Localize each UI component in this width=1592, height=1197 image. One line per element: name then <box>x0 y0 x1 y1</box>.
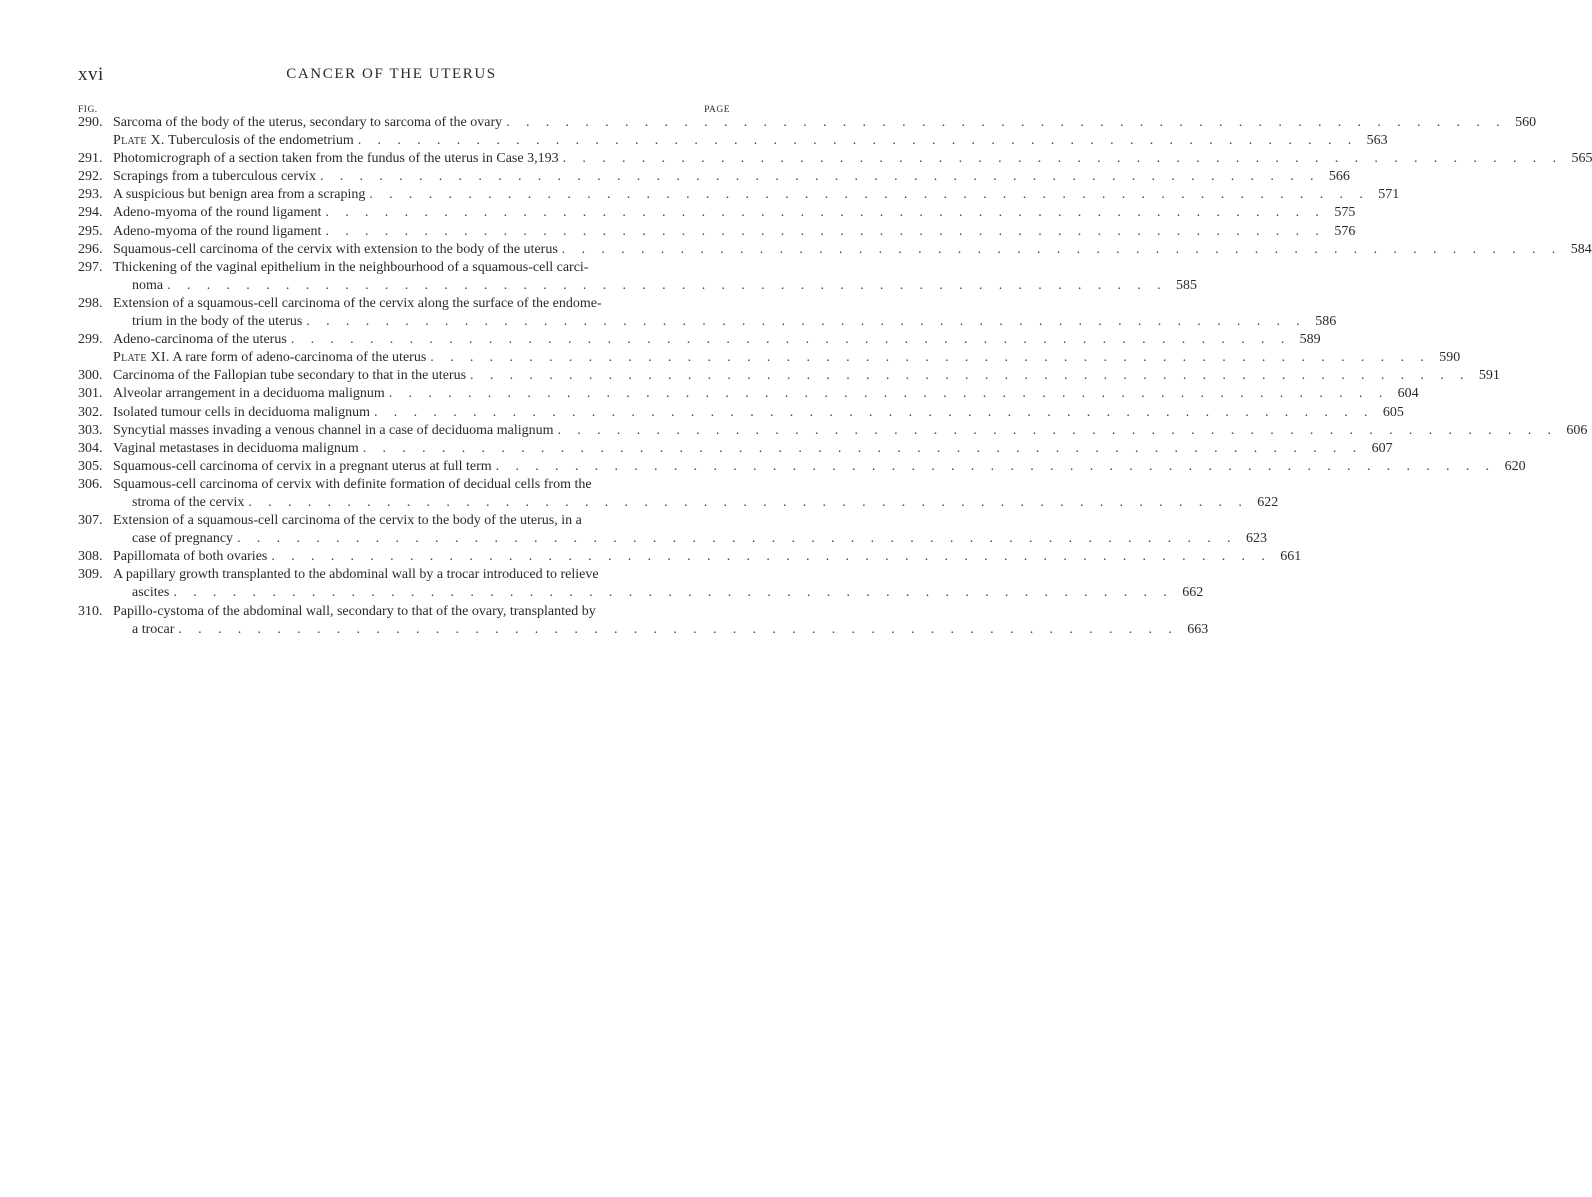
entry-body <box>113 114 1536 132</box>
entry-body <box>113 385 1419 403</box>
entry-caption: A suspicious but benign area from a scraping <box>113 187 366 203</box>
entry-caption: A rare form of adeno-carcinoma of the uterus <box>172 350 427 366</box>
entry-line <box>113 241 1592 259</box>
entry-caption: Extension of a squamous-cell carcinoma of the cervix to the body of the uterus, in a <box>113 513 582 529</box>
figure-entry <box>78 458 1526 476</box>
entry-line <box>113 603 1208 621</box>
figure-entry <box>78 150 1592 168</box>
entry-line <box>113 367 1500 385</box>
entry-line <box>113 204 1355 222</box>
page-number: 571 <box>1378 187 1400 203</box>
entry-line <box>113 150 1592 168</box>
figure-number: 299. <box>78 332 103 348</box>
figure-number: 304. <box>78 440 103 456</box>
page-number: 591 <box>1478 368 1500 384</box>
dot-leader <box>244 494 1248 512</box>
entry-caption: Carcinoma of the Fallopian tube secondary to that in the uterus <box>113 368 467 384</box>
entry-caption: Adeno-myoma of the round ligament <box>113 205 322 221</box>
figure-entry <box>78 512 1267 548</box>
entry-body <box>113 150 1592 168</box>
entry-line <box>113 494 1278 512</box>
figure-entry <box>78 331 1321 349</box>
page-column-heading: PAGE <box>704 105 730 115</box>
running-title: CANCER OF THE UTERUS <box>286 66 497 82</box>
dot-leader <box>365 186 1369 204</box>
figure-number: 290. <box>78 115 103 130</box>
dot-leader <box>287 331 1291 349</box>
figure-entry <box>78 223 1356 241</box>
dot-leader <box>502 114 1506 132</box>
entry-line <box>113 566 1203 584</box>
entry-caption: Tuberculosis of the endometrium <box>168 133 354 149</box>
figure-entry <box>78 422 1588 440</box>
entry-line <box>113 223 1355 241</box>
entry-caption: ascites <box>132 585 170 601</box>
page-number: 607 <box>1371 440 1393 456</box>
figure-number: 293. <box>78 187 103 203</box>
dot-leader <box>174 621 1178 639</box>
entry-body <box>113 603 1208 639</box>
entry-caption: Scrapings from a tuberculous cervix <box>113 169 316 185</box>
dot-leader <box>370 404 1374 422</box>
figure-number: 310. <box>78 603 103 619</box>
figure-number: 305. <box>78 458 103 474</box>
entry-line <box>113 168 1350 186</box>
plate-entry <box>78 132 1388 150</box>
figure-entry <box>78 440 1393 458</box>
entry-body <box>113 295 1336 331</box>
figure-entry <box>78 548 1302 566</box>
page-number: 623 <box>1245 531 1267 547</box>
entry-line <box>113 530 1267 548</box>
entry-caption: trium in the body of the uterus <box>132 314 303 330</box>
figure-entry <box>78 186 1400 204</box>
figure-number: 303. <box>78 422 103 438</box>
page-number: 663 <box>1187 621 1209 637</box>
entry-line <box>113 114 1536 132</box>
figure-entry <box>78 241 1592 259</box>
entry-caption: case of pregnancy <box>132 531 234 547</box>
entry-body <box>113 458 1526 476</box>
page-number: 620 <box>1504 458 1526 474</box>
entry-body <box>113 566 1203 602</box>
page-number: 585 <box>1176 277 1198 293</box>
figure-number: 307. <box>78 513 103 529</box>
page-number: 565 <box>1571 151 1592 167</box>
dot-leader <box>492 458 1496 476</box>
figure-number: 300. <box>78 368 103 384</box>
page-number: 589 <box>1299 332 1321 348</box>
page-folio: xvi <box>78 64 104 85</box>
entry-body <box>113 440 1393 458</box>
dot-leader <box>321 223 1325 241</box>
entry-body <box>113 404 1404 422</box>
entry-caption: a trocar <box>132 621 175 637</box>
entry-line <box>113 259 1197 277</box>
entry-line <box>113 132 1388 150</box>
page-number: 575 <box>1334 205 1356 221</box>
entry-line <box>113 404 1404 422</box>
entry-body <box>113 512 1267 548</box>
page-number: 563 <box>1366 133 1388 149</box>
figure-number: 302. <box>78 404 103 420</box>
page-number: 576 <box>1334 223 1356 239</box>
plate-entry <box>78 349 1461 367</box>
figure-entry <box>78 367 1500 385</box>
entry-caption: Papillomata of both ovaries <box>113 549 268 565</box>
entry-line <box>113 458 1526 476</box>
figure-number: 291. <box>78 151 103 167</box>
figure-number: 294. <box>78 205 103 221</box>
entry-body <box>113 548 1301 566</box>
entry-line <box>113 277 1197 295</box>
entry-line <box>113 186 1399 204</box>
figure-number: 306. <box>78 476 103 492</box>
figure-entry <box>78 259 1198 295</box>
entry-body <box>113 186 1399 204</box>
page-number: 584 <box>1570 241 1592 257</box>
figure-entry <box>78 114 1537 132</box>
entry-line <box>113 440 1393 458</box>
plate-label: Plate X. <box>113 133 165 149</box>
entry-body <box>113 132 1388 150</box>
entry-body <box>113 223 1355 241</box>
entry-caption: Squamous-cell carcinoma of the cervix with extension to the body of the uterus <box>113 241 558 257</box>
figure-number: 297. <box>78 259 103 275</box>
entry-body <box>113 422 1587 440</box>
dot-leader <box>559 150 1563 168</box>
figure-number: 298. <box>78 295 103 311</box>
entry-line <box>113 476 1278 494</box>
figure-number: 301. <box>78 386 103 402</box>
entry-line <box>113 584 1203 602</box>
running-head <box>78 64 705 86</box>
dot-leader <box>558 241 1562 259</box>
figure-entry <box>78 603 1209 639</box>
entry-caption: Photomicrograph of a section taken from the fundus of the uterus in Case 3,193 <box>113 151 559 167</box>
entry-caption: Adeno-myoma of the round ligament <box>113 223 322 239</box>
page-number: 662 <box>1182 585 1204 601</box>
entry-body <box>113 367 1500 385</box>
entry-caption: Extension of a squamous-cell carcinoma of the cervix along the surface of the endome- <box>113 295 602 311</box>
figure-entry <box>78 385 1419 403</box>
plate-label: Plate XI. <box>113 350 170 366</box>
entry-line <box>113 349 1460 367</box>
entry-caption: Squamous-cell carcinoma of cervix with definite formation of decidual cells from the <box>113 476 592 492</box>
figure-list <box>78 114 1592 639</box>
entry-caption: Sarcoma of the body of the uterus, secondary to sarcoma of the ovary <box>113 115 503 130</box>
figure-number: 295. <box>78 223 103 239</box>
dot-leader <box>554 422 1558 440</box>
page-number: 590 <box>1439 350 1461 366</box>
figure-entry <box>78 204 1356 222</box>
entry-caption: Papillo-cystoma of the abdominal wall, secondary to that of the ovary, transplanted by <box>113 603 596 619</box>
entry-caption: Syncytial masses invading a venous channel in a case of deciduoma malignum <box>113 422 554 438</box>
page-number: 560 <box>1515 115 1537 130</box>
entry-caption: Squamous-cell carcinoma of cervix in a pregnant uterus at full term <box>113 458 492 474</box>
dot-leader <box>316 168 1320 186</box>
dot-leader <box>233 530 1237 548</box>
figure-entry <box>78 168 1350 186</box>
dot-leader <box>354 132 1358 150</box>
page-number: 566 <box>1328 169 1350 185</box>
entry-line <box>113 512 1267 530</box>
entry-caption: noma <box>132 277 164 293</box>
figure-entry <box>78 295 1337 331</box>
figure-number: 308. <box>78 549 103 565</box>
dot-leader <box>466 367 1470 385</box>
entry-caption: stroma of the cervix <box>132 494 245 510</box>
entry-body <box>113 204 1355 222</box>
entry-caption: Adeno-carcinoma of the uterus <box>113 332 287 348</box>
entry-line <box>113 313 1336 331</box>
entry-body <box>113 349 1460 367</box>
figure-number: 296. <box>78 241 103 257</box>
entry-caption: Vaginal metastases in deciduoma malignum <box>113 440 359 456</box>
dot-leader <box>321 204 1325 222</box>
dot-leader <box>426 349 1430 367</box>
fig-column-heading: FIG. <box>78 105 98 115</box>
figure-entry <box>78 476 1279 512</box>
entry-line <box>113 621 1208 639</box>
dot-leader <box>385 385 1389 403</box>
entry-body <box>113 168 1350 186</box>
dot-leader <box>359 440 1363 458</box>
entry-line <box>113 331 1321 349</box>
entry-line <box>113 548 1301 566</box>
page-number: 586 <box>1315 314 1337 330</box>
entry-line <box>113 385 1419 403</box>
dot-leader <box>302 313 1306 331</box>
dot-leader <box>169 584 1173 602</box>
entry-caption: A papillary growth transplanted to the abdominal wall by a trocar introduced to relieve <box>113 567 599 583</box>
entry-caption: Alveolar arrangement in a deciduoma malignum <box>113 386 385 402</box>
page-number: 661 <box>1280 549 1302 565</box>
page-number: 606 <box>1566 422 1588 438</box>
entry-caption: Isolated tumour cells in deciduoma malignum <box>113 404 370 420</box>
entry-line <box>113 295 1336 313</box>
entry-body <box>113 259 1197 295</box>
page-number: 622 <box>1257 494 1279 510</box>
figure-entry <box>78 404 1404 422</box>
entry-body <box>113 476 1278 512</box>
figure-entry <box>78 566 1204 602</box>
page-number: 605 <box>1382 404 1404 420</box>
figure-number: 309. <box>78 567 103 583</box>
figure-number: 292. <box>78 169 103 185</box>
dot-leader <box>163 277 1167 295</box>
entry-body <box>113 241 1592 259</box>
entry-caption: Thickening of the vaginal epithelium in the neighbourhood of a squamous-cell carci- <box>113 259 589 275</box>
dot-leader <box>267 548 1271 566</box>
entry-body <box>113 331 1321 349</box>
page-number: 604 <box>1397 386 1419 402</box>
entry-line <box>113 422 1587 440</box>
